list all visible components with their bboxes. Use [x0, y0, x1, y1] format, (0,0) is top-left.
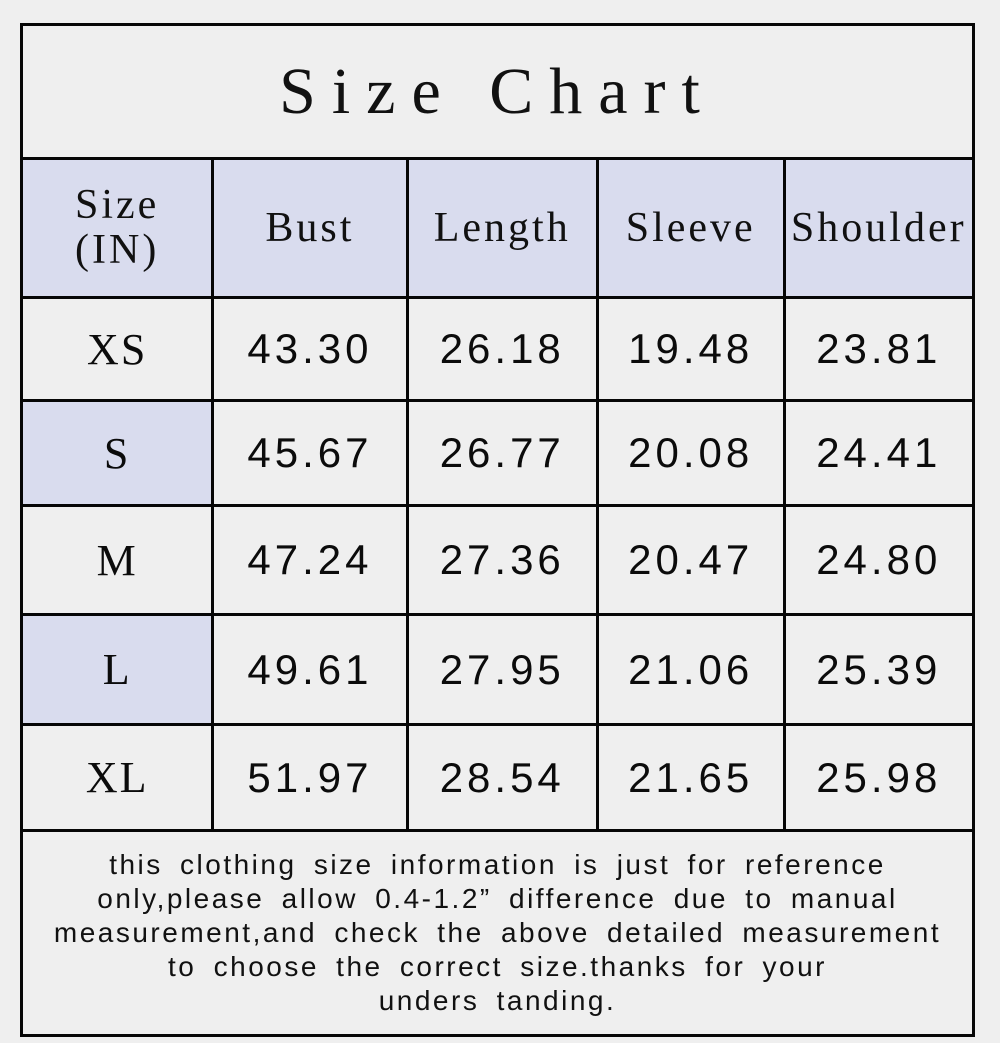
m-shoulder-value: 24.80: [784, 506, 973, 615]
column-header-size: [22, 159, 213, 298]
l-bust-value: 49.61: [213, 615, 407, 725]
s-length-value: 26.77: [407, 401, 597, 506]
column-header-bust: Bust: [213, 159, 407, 298]
header-row: [22, 159, 974, 298]
table-row-m: [22, 506, 974, 615]
column-header-size-line1: Size: [75, 181, 160, 228]
table-row-xs: [22, 298, 974, 401]
note-line-2: only,please allow 0.4-1.2” difference due to manual: [97, 883, 898, 914]
xl-shoulder-value: 25.98: [784, 725, 973, 831]
table-row-l: [22, 615, 974, 725]
column-header-length: Length: [407, 159, 597, 298]
xl-sleeve-value: 21.65: [597, 725, 784, 831]
l-sleeve-value: 21.06: [597, 615, 784, 725]
column-header-sleeve: Sleeve: [597, 159, 784, 298]
size-chart-table: [20, 23, 975, 1037]
table-row-s: [22, 401, 974, 506]
note-line-1: this clothing size information is just for reference: [109, 849, 886, 880]
m-sleeve-value: 20.47: [597, 506, 784, 615]
s-bust-value: 45.67: [213, 401, 407, 506]
note-row: [22, 831, 974, 1036]
xs-sleeve-value: 19.48: [597, 298, 784, 401]
s-sleeve-value: 20.08: [597, 401, 784, 506]
size-label-m: M: [22, 506, 213, 615]
m-length-value: 27.36: [407, 506, 597, 615]
xs-length-value: 26.18: [407, 298, 597, 401]
title-row: [22, 25, 974, 159]
note-line-5: unders tanding.: [378, 985, 617, 1016]
size-label-xs: XS: [22, 298, 213, 401]
l-shoulder-value: 25.39: [784, 615, 973, 725]
note-line-4: to choose the correct size.thanks for your: [167, 951, 828, 982]
size-disclaimer-note: [22, 831, 974, 1036]
column-header-size-line2: (IN): [75, 227, 160, 273]
size-label-xl: XL: [22, 725, 213, 831]
xs-shoulder-value: 23.81: [784, 298, 973, 401]
page-title: Size Chart: [22, 25, 974, 159]
xs-bust-value: 43.30: [213, 298, 407, 401]
size-label-l: L: [22, 615, 213, 725]
note-line-3: measurement,and check the above detailed measurement: [53, 917, 942, 948]
table-row-xl: [22, 725, 974, 831]
xl-bust-value: 51.97: [213, 725, 407, 831]
m-bust-value: 47.24: [213, 506, 407, 615]
s-shoulder-value: 24.41: [784, 401, 973, 506]
l-length-value: 27.95: [407, 615, 597, 725]
column-header-shoulder: Shoulder: [784, 159, 973, 298]
xl-length-value: 28.54: [407, 725, 597, 831]
size-label-s: S: [22, 401, 213, 506]
